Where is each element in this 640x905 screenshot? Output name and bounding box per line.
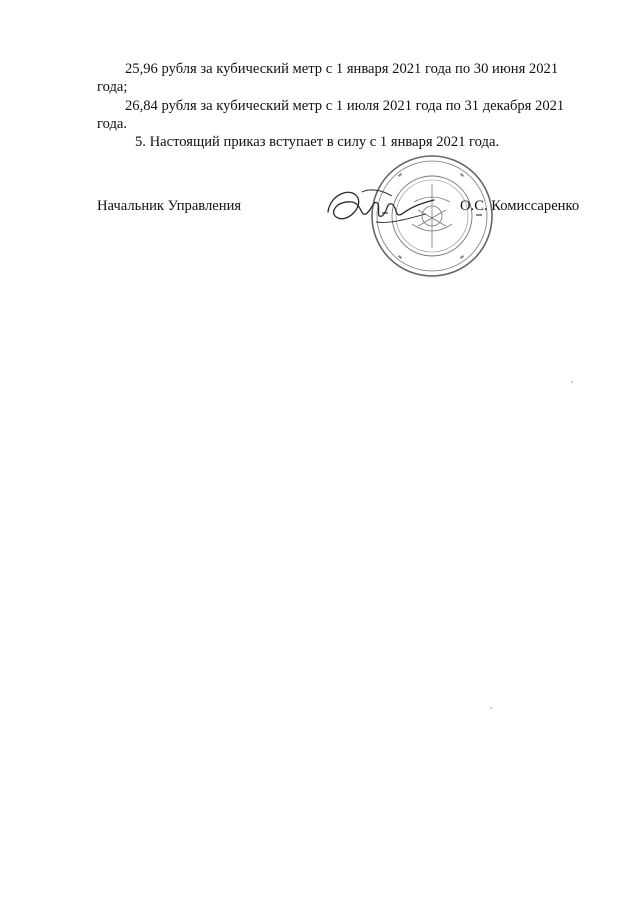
tariff-line-1: 25,96 рубля за кубический метр с 1 января 2021 года по 30 июня 2021: [125, 61, 559, 77]
tariff-line-2: 26,84 рубля за кубический метр с 1 июля 2021 года по 31 декабря 2021: [125, 98, 565, 114]
signatory-name: О.С. Комиссаренко: [460, 198, 580, 214]
handwritten-signature: [322, 178, 442, 240]
scan-speck: [490, 707, 492, 709]
tariff-line-2-continuation: года.: [97, 116, 128, 132]
tariff-line-1-continuation: года;: [97, 79, 128, 95]
scan-speck: [571, 381, 573, 383]
effective-date-clause: 5. Настоящий приказ вступает в силу с 1 января 2021 года.: [135, 134, 500, 150]
signatory-title: Начальник Управления: [97, 198, 242, 214]
